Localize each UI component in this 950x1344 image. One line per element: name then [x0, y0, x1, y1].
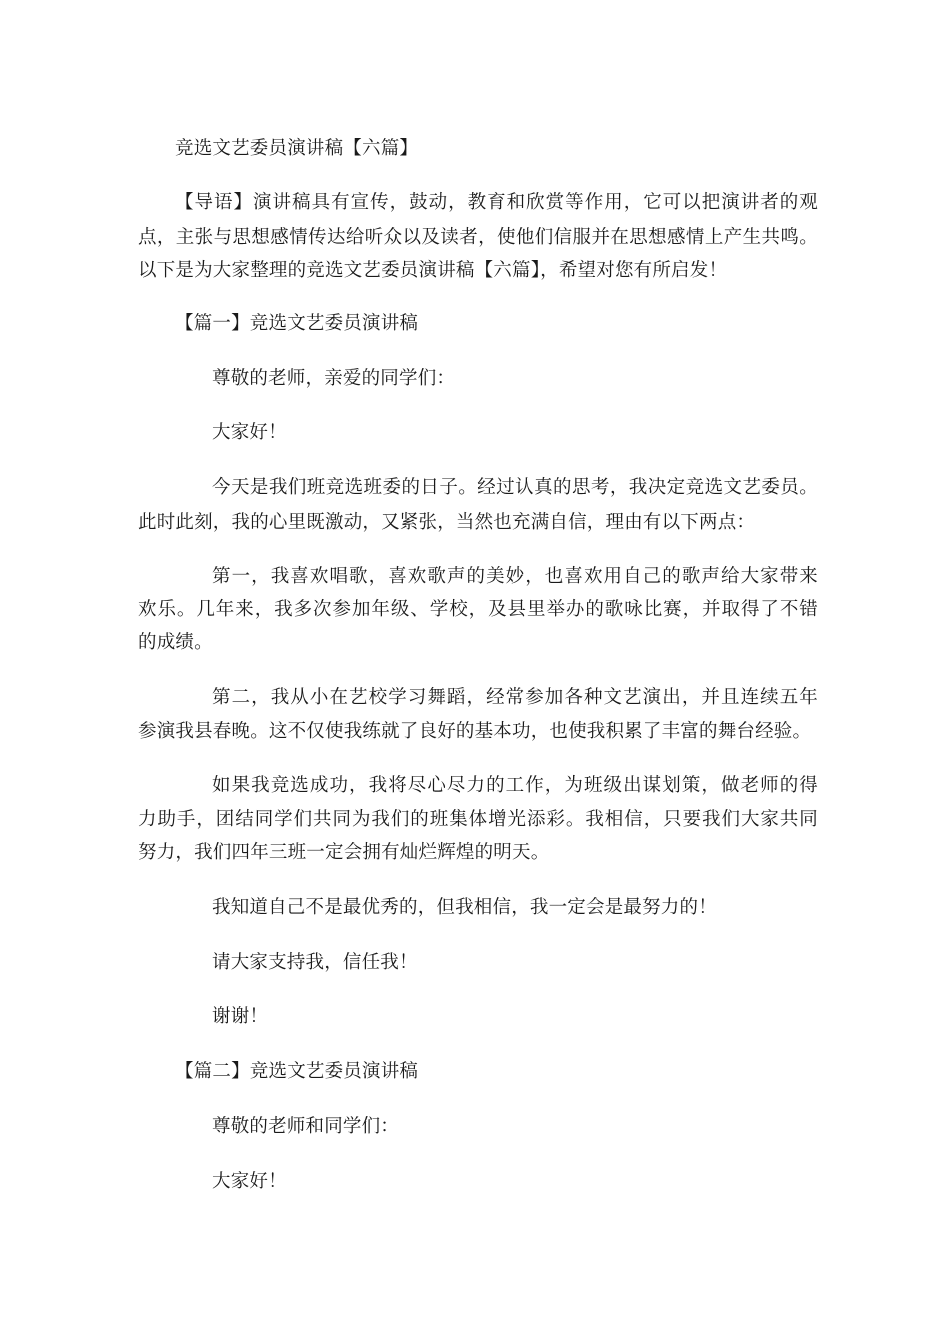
intro-line-2: 点，主张与思想感情传达给听众以及读者，使他们信服并在思想感情上产生共鸣。: [138, 227, 818, 248]
section1-greeting: 尊敬的老师，亲爱的同学们：: [212, 368, 456, 389]
section1-p2-line-3: 的成绩。: [138, 632, 213, 653]
section1-p4-line-2: 力助手，团结同学们共同为我们的班集体增光添彩。我相信，只要我们大家共同: [138, 809, 818, 830]
section1-p7: 谢谢！: [212, 1006, 269, 1027]
section1-p4-line-3: 努力，我们四年三班一定会拥有灿烂辉煌的明天。: [138, 842, 550, 863]
section1-p6: 请大家支持我，信任我！: [212, 952, 418, 973]
section1-p2-line-2: 欢乐。几年来，我多次参加年级、学校，及县里举办的歌咏比赛，并取得了不错: [138, 599, 818, 620]
section1-heading: 【篇一】竞选文艺委员演讲稿: [175, 313, 419, 334]
section2-hello: 大家好！: [212, 1171, 287, 1192]
section1-p3-line-1: 第二，我从小在艺校学习舞蹈，经常参加各种文艺演出，并且连续五年: [212, 687, 818, 708]
section2-heading: 【篇二】竞选文艺委员演讲稿: [175, 1061, 419, 1082]
section1-p1-line-1: 今天是我们班竞选班委的日子。经过认真的思考，我决定竞选文艺委员。: [212, 477, 818, 498]
intro-line-1: 【导语】演讲稿具有宣传，鼓动，教育和欣赏等作用，它可以把演讲者的观: [175, 192, 818, 213]
section1-hello: 大家好！: [212, 422, 287, 443]
section1-p3-line-2: 参演我县春晚。这不仅使我练就了良好的基本功，也使我积累了丰富的舞台经验。: [138, 721, 812, 742]
section1-p5: 我知道自己不是最优秀的，但我相信，我一定会是最努力的！: [212, 897, 717, 918]
section1-p4-line-1: 如果我竞选成功，我将尽心尽力的工作，为班级出谋划策，做老师的得: [212, 775, 818, 796]
intro-line-3: 以下是为大家整理的竞选文艺委员演讲稿【六篇】，希望对您有所启发！: [138, 260, 728, 281]
section1-p1-line-2: 此时此刻，我的心里既激动，又紧张，当然也充满自信，理由有以下两点：: [138, 512, 756, 533]
section2-greeting: 尊敬的老师和同学们：: [212, 1116, 400, 1137]
document-title: 竞选文艺委员演讲稿【六篇】: [175, 138, 419, 159]
section1-p2-line-1: 第一，我喜欢唱歌，喜欢歌声的美妙，也喜欢用自己的歌声给大家带来: [212, 566, 818, 587]
